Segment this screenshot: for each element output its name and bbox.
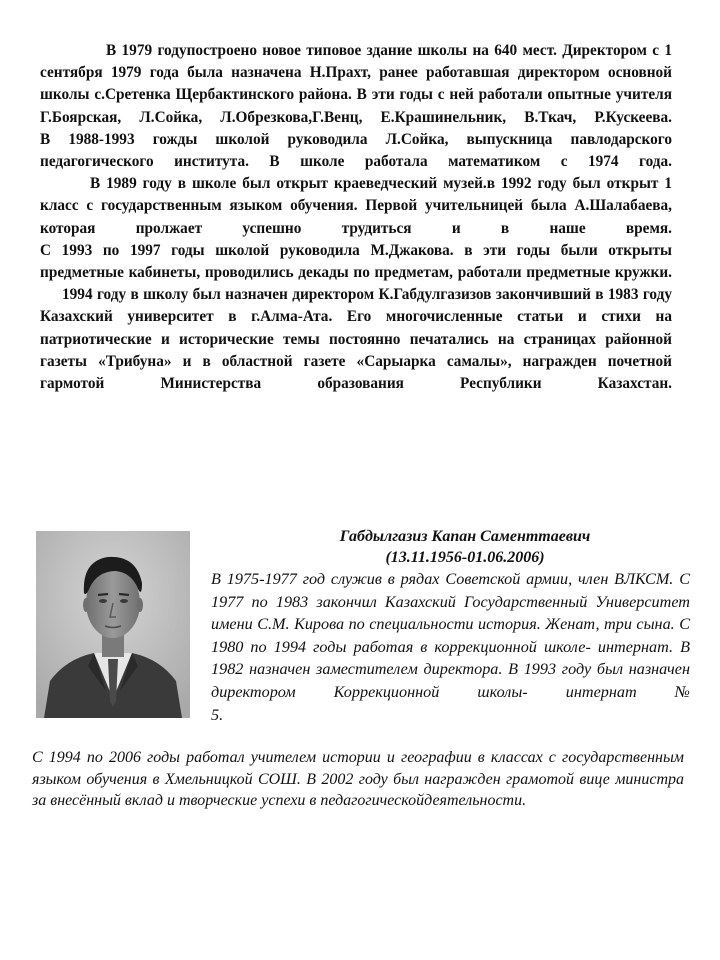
history-paragraph-2: В 1988-1993 гожды школой руководила Л.Сойка, выпускница павлодарского педагогического института. В школе работала математиком с 1974 года. xyxy=(40,130,672,171)
history-paragraph-1: В 1979 годупостроено новое типовое здание школы на 640 мест. Директором с 1 сентября 1979 года была назначена Н.Прахт, ранее работавшая директором основной школы с.Сретенка Щербактинского района. В эти годы с ней работали опытные учителя Г.Боярская, Л.Сойка, Л.Обрезкова,Г.Венц, Е.Крашинельник, В.Ткач, Р.Кускеева. xyxy=(40,42,672,126)
school-history-text xyxy=(40,40,672,395)
bio-text-side-main: В 1975-1977 год служив в рядах Советской армии, член ВЛКСМ. С 1977 по 1983 закончил Казахский Государственный Университет имени С.М. Кирова по специальности история. Женат, три сына. С 1980 по 1994 годы работая в коррекционной школе- интернат. В 1982 назначен заместителем директора. В 1993 году был назначен директором Коррекционной школы- интернат № xyxy=(211,570,690,701)
bio-text-full-width: С 1994 по 2006 годы работал учителем истории и географии в классах с государственным языком обучения в Хмельницкой СОШ. В 2002 году был награжден грамотой вице министра за внесённый вклад и творческие успехи в педагогическойдеятельности. xyxy=(32,749,684,809)
bio-text-beside-photo xyxy=(211,568,690,726)
bio-text-side-tail: 5. xyxy=(211,705,224,724)
history-paragraph-4: С 1993 по 1997 годы школой руководила М.Джакова. в эти годы были открыты предметные кабинеты, проводились декады по предметам, работали предметные кружки. xyxy=(40,241,672,282)
bio-person-name: Габдылгазиз Капан Саменттаевич xyxy=(339,528,591,545)
portrait-photo xyxy=(36,531,190,718)
history-paragraph-5: 1994 году в школу был назначен директором К.Габдулгазизов закончивший в 1983 году Казахский университет в г.Алма-Ата. Его многочисленные статьи и стихи на патриотические и исторические темы постоянно печатались на страницах районной газеты «Трибуна» и в областной газете «Сарыарка самалы», награжден почетной гармотой Министерства образования Республики Казахстан. xyxy=(40,286,672,393)
bio-life-dates: (13.11.1956-01.06.2006) xyxy=(385,549,545,566)
history-paragraph-3: В 1989 году в школе был открыт краеведческий музей.в 1992 году был открыт 1 класс с государственным языком обучения. Первой учительницей была А.Шалабаева, которая пролжает успешно трудиться и в наше время. xyxy=(40,175,672,237)
portrait-photo-image xyxy=(36,531,190,718)
